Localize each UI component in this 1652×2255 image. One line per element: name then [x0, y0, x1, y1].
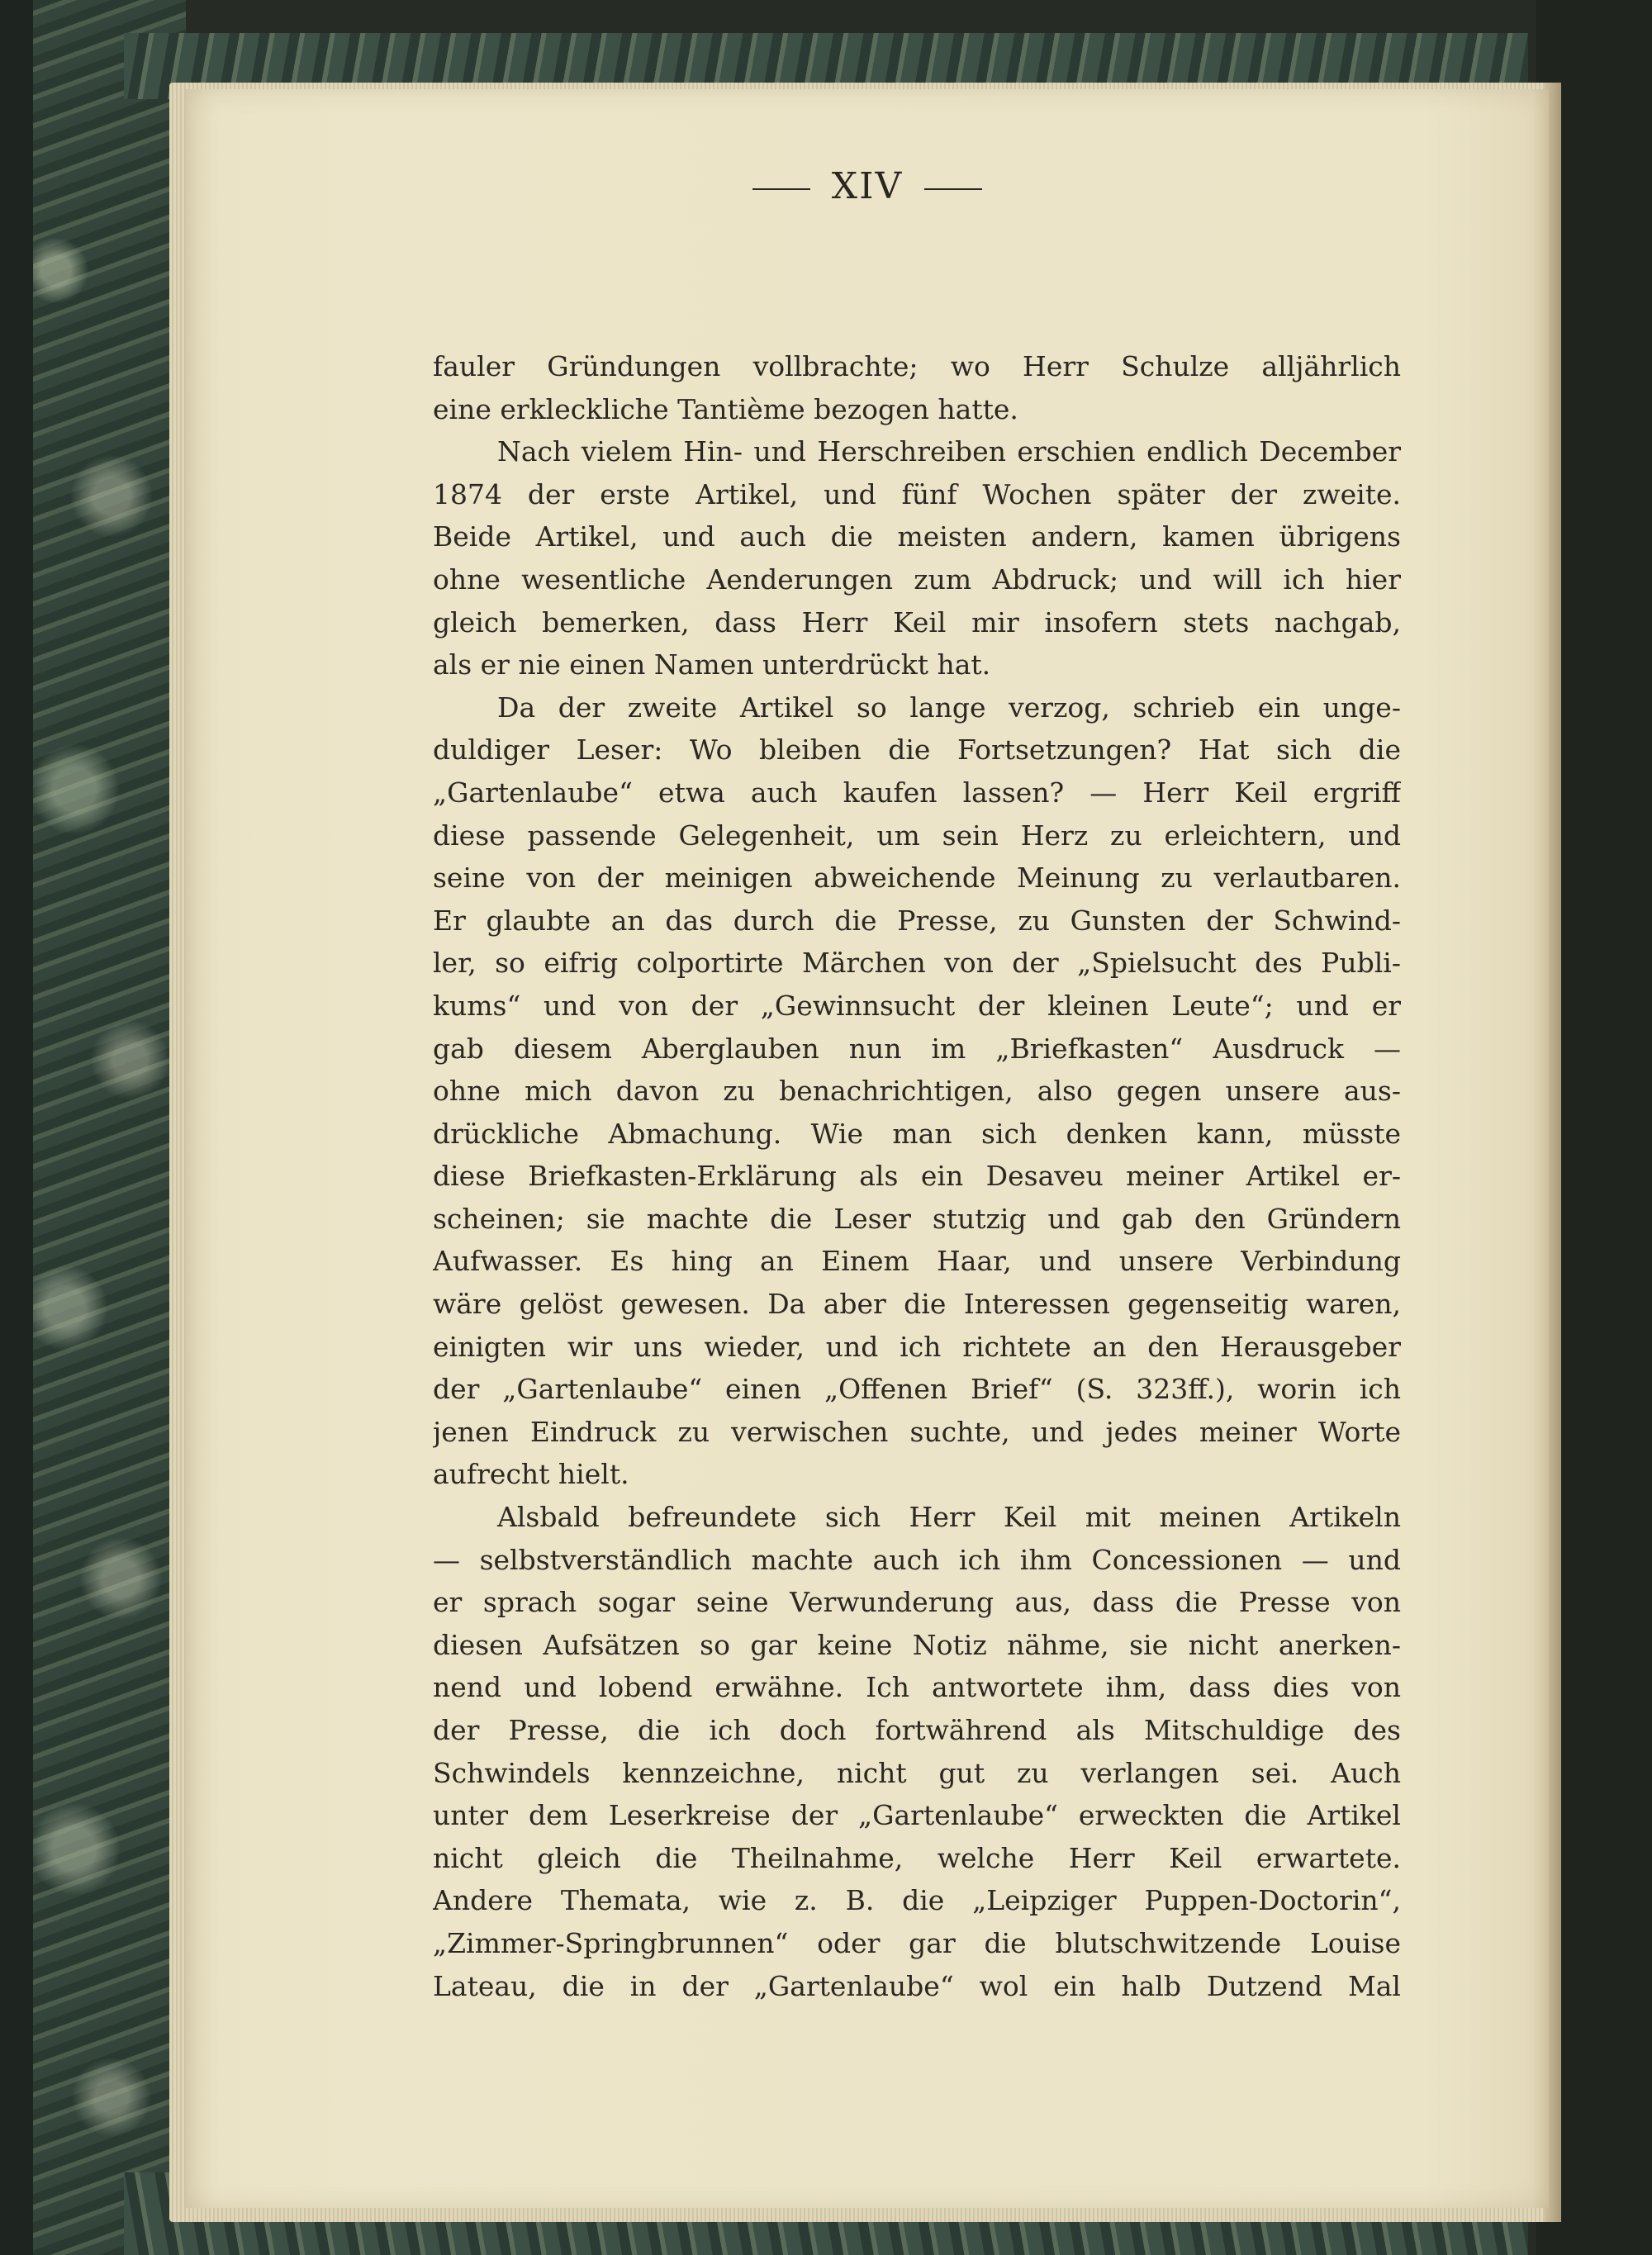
text-line: der „Gartenlaube“ einen „Offenen Brief“ (S. 323ff.), worin ich — [433, 1373, 1401, 1406]
text-line: unter dem Leserkreise der „Gartenlaube“ erweckten die Artikel — [433, 1799, 1401, 1832]
text-line: eine erkleckliche Tantième bezogen hatte. — [433, 392, 1018, 425]
text-line: ohne wesentliche Aenderungen zum Abdruck; und will ich hier — [433, 563, 1401, 596]
text-line: nicht gleich die Theilnahme, welche Herr Keil erwartete. — [433, 1841, 1401, 1874]
body-text — [433, 345, 1401, 2007]
text-line: Schwindels kennzeichne, nicht gut zu verlangen sei. Auch — [433, 1756, 1401, 1789]
text-line: duldiger Leser: Wo bleiben die Fortsetzungen? Hat sich die — [433, 733, 1401, 767]
text-line: ohne mich davon zu benachrichtigen, also gegen unsere aus- — [433, 1075, 1401, 1108]
text-line: kums“ und von der „Gewinnsucht der kleinen Leute“; und er — [433, 989, 1401, 1022]
text-line: gab diesem Aberglauben nun im „Briefkasten“ Ausdruck — — [433, 1032, 1401, 1065]
text-line: einigten wir uns wieder, und ich richtete an den Herausgeber — [433, 1330, 1401, 1363]
text-line: Alsbald befreundete sich Herr Keil mit meinen Artikeln — [497, 1501, 1401, 1534]
text-line: diese Briefkasten-Erklärung als ein Desaveu meiner Artikel er- — [433, 1160, 1401, 1193]
text-line: gleich bemerken, dass Herr Keil mir insofern stets nachgab, — [433, 605, 1401, 639]
text-line: „Zimmer-Springbrunnen“ oder gar die blutschwitzende Louise — [433, 1926, 1401, 1959]
text-line: Er glaubte an das durch die Presse, zu Gunsten der Schwind- — [433, 904, 1401, 937]
text-line: diesen Aufsätzen so gar keine Notiz nähme, sie nicht anerken- — [433, 1628, 1401, 1661]
text-line: — selbstverständlich machte auch ich ihm Concessionen — und — [433, 1543, 1401, 1576]
text-line: Nach vielem Hin- und Herschreiben erschien endlich December — [497, 435, 1401, 468]
text-line: als er nie einen Namen unterdrückt hat. — [433, 648, 991, 681]
text-line: drückliche Abmachung. Wie man sich denken kann, müsste — [433, 1117, 1401, 1150]
text-line: wäre gelöst gewesen. Da aber die Interessen gegenseitig waren, — [433, 1288, 1401, 1321]
text-line: Andere Themata, wie z. B. die „Leipziger Puppen-Doctorin“, — [433, 1884, 1401, 1917]
text-line: Beide Artikel, und auch die meisten andern, kamen übrigens — [433, 520, 1401, 553]
text-line: ler, so eifrig colportirte Märchen von der „Spielsucht des Publi- — [433, 947, 1401, 980]
text-line: er sprach sogar seine Verwunderung aus, dass die Presse von — [433, 1586, 1401, 1619]
text-line: Da der zweite Artikel so lange verzog, schrieb ein unge- — [497, 691, 1401, 724]
text-line: diese passende Gelegenheit, um sein Herz zu erleichtern, und — [433, 819, 1401, 852]
text-line: aufrecht hielt. — [433, 1458, 629, 1491]
text-line: jenen Eindruck zu verwischen suchte, und jedes meiner Worte — [433, 1415, 1401, 1448]
book-spine — [0, 0, 33, 2255]
text-line: „Gartenlaube“ etwa auch kaufen lassen? — Herr Keil ergriff — [433, 776, 1401, 809]
text-line: nend und lobend erwähne. Ich antwortete ihm, dass dies von — [433, 1671, 1401, 1704]
page-number: XIV — [831, 165, 904, 207]
header-dash-left — [752, 188, 810, 190]
text-line: Lateau, die in der „Gartenlaube“ wol ein halb Dutzend Mal — [433, 1969, 1401, 2002]
text-line: seine von der meinigen abweichende Meinung zu verlautbaren. — [433, 862, 1401, 895]
text-line: 1874 der erste Artikel, und fünf Wochen später der zweite. — [433, 477, 1401, 510]
text-line: der Presse, die ich doch fortwährend als Mitschuldige des — [433, 1714, 1401, 1746]
text-line: Aufwasser. Es hing an Einem Haar, und unsere Verbindung — [433, 1245, 1401, 1278]
text-line: fauler Gründungen vollbrachte; wo Herr Schulze alljährlich — [433, 350, 1401, 382]
header-dash-right — [924, 188, 982, 190]
text-line: scheinen; sie machte die Leser stutzig und gab den Gründern — [433, 1202, 1401, 1235]
